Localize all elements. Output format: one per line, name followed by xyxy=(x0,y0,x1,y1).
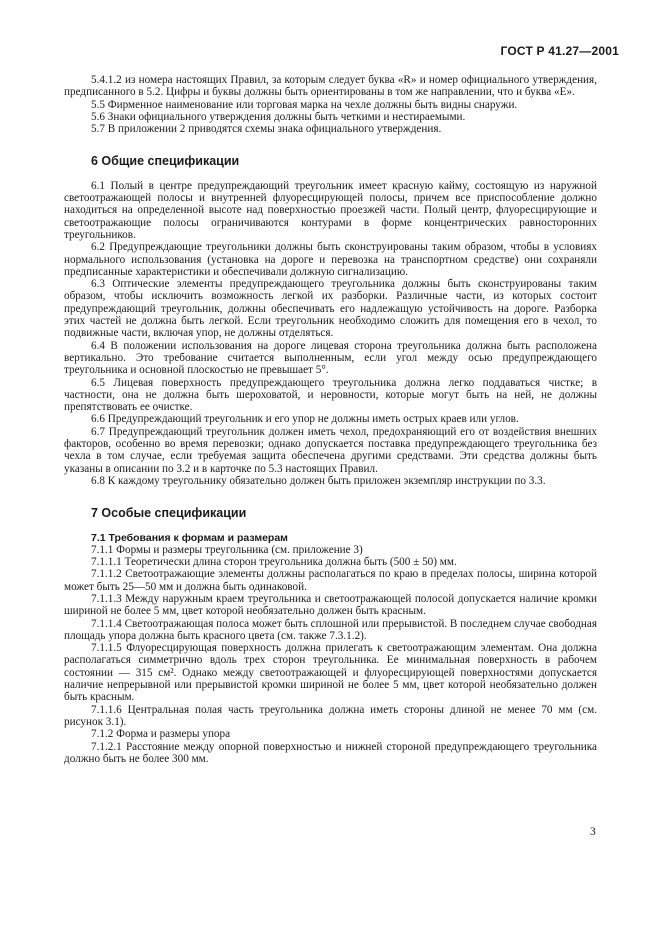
paragraph: 7.1.1.1 Теоретически длина сторон треугольника должна быть (500 ± 50) мм. xyxy=(91,556,457,569)
paragraph: 5.6 Знаки официального утверждения должны быть четкими и нестираемыми. xyxy=(91,110,466,123)
paragraph: 5.7 В приложении 2 приводятся схемы знака официального утверждения. xyxy=(91,123,442,136)
paragraph: 6.2 Предупреждающие треугольники должны быть сконструированы таким образом, чтобы в условиях нормального использования (установка на дороге и перевозка на транспортном средстве) они сохраняли предписанные характеристики и обеспечивали должную сигнализацию. xyxy=(64,241,597,278)
paragraph: 7.1.2 Форма и размеры упора xyxy=(91,728,231,741)
paragraph: 6.3 Оптические элементы предупреждающего треугольника должны быть сконструированы таким образом, чтобы исключить возможность легкой их разборки. Различные части, из которых состоит предупреждающий треугольник, должны обеспечивать его надлежащую устойчивость на дороге. Разборка этих частей не должна быть легкой. Если треугольник необходимо сложить для помещения его в чехол, то подвижные части, включая упор, не должны отделяться. xyxy=(64,278,597,340)
page-number: 3 xyxy=(590,826,596,838)
page-content xyxy=(64,74,597,765)
paragraph: 6.8 К каждому треугольнику обязательно должен быть приложен экземпляр инструкции по 3.3. xyxy=(91,474,546,487)
paragraph: 7.1.2.1 Расстояние между опорной поверхностью и нижней стороной предупреждающего треугольника должно быть не более 300 мм. xyxy=(64,740,597,765)
paragraph: 6.1 Полый в центре предупреждающий треугольник имеет красную кайму, состоящую из наружной светоотражающей полосы и внутренней флуоресцирующей полосы, причем все приспособление должно находиться на определенной высоте над поверхностью проезжей части. Полый центр, флуоресцирующие и светоотражающие полосы ограничиваются контурами в форме концентрических равносторонних треугольников. xyxy=(64,179,597,241)
section-6-heading: 6 Общие спецификации xyxy=(91,154,240,169)
paragraph: 7.1.1.5 Флуоресцирующая поверхность должна прилегать к светоотражающим элементам. Она должна располагаться симметрично вдоль трех сторон треугольника. Ее минимальная поверхность в рабочем состоянии — 315 см². Однако между светоотражающей и флуоресцирующей поверхностями допускается наличие непрерывной или прерывистой кромки шириной не более 5 мм, цвет которой необязательно должен быть красным. xyxy=(64,642,597,704)
paragraph: 7.1.1.4 Светоотражающая полоса может быть сплошной или прерывистой. В последнем случае свободная площадь упора должна быть красного цвета (см. также 7.3.1.2). xyxy=(64,617,597,642)
paragraph: 5.5 Фирменное наименование или торговая марка на чехле должны быть видны снаружи. xyxy=(91,98,518,111)
paragraph: 6.7 Предупреждающий треугольник должен иметь чехол, предохраняющий его от воздействия внешних факторов, особенно во время перевозки; однако допускается поставка предупреждающего треугольника без чехла в том случае, если требуемая защита обеспечена другими средствами. Эти средства должны быть указаны в описании по 3.2 и в карточке по 5.3 настоящих Правил. xyxy=(64,425,597,475)
section-7-heading: 7 Особые спецификации xyxy=(91,506,247,521)
subsection-7-1-heading: 7.1 Требования к формам и размерам xyxy=(91,531,288,544)
paragraph: 7.1.1.2 Светоотражающие элементы должны располагаться по краю в пределах полосы, ширина которой может быть 25—50 мм и должна быть одинаковой. xyxy=(64,568,597,593)
document-code-header: ГОСТ Р 41.27—2001 xyxy=(500,44,619,58)
paragraph: 6.6 Предупреждающий треугольник и его упор не должны иметь острых краев или углов. xyxy=(91,413,519,426)
paragraph: 7.1.1.6 Центральная полая часть треугольника должна иметь стороны длиной не менее 70 мм (см. рисунок 3.1). xyxy=(64,703,597,728)
paragraph: 6.4 В положении использования на дороге лицевая сторона треугольника должна быть расположена вертикально. Это требование считается выполненным, если угол между осью предупреждающего треугольника и основной плоскостью не превышает 5°. xyxy=(64,339,597,377)
paragraph: 5.4.1.2 из номера настоящих Правил, за которым следует буква «R» и номер официального утверждения, предписанного в 5.2. Цифры и буквы должны быть ориентированы в том же направлении, что и буква «Е». xyxy=(64,74,597,99)
paragraph: 7.1.1.3 Между наружным краем треугольника и светоотражающей полосой допускается наличие кромки шириной не более 5 мм, цвет которой необязательно должен быть красным. xyxy=(64,592,597,618)
paragraph: 6.5 Лицевая поверхность предупреждающего треугольника должна легко поддаваться чистке; в частности, она не должна быть шероховатой, и неровности, которые могут быть на ней, не должны препятствовать ее очистке. xyxy=(64,376,597,414)
paragraph: 7.1.1 Формы и размеры треугольника (см. приложение 3) xyxy=(91,543,363,556)
